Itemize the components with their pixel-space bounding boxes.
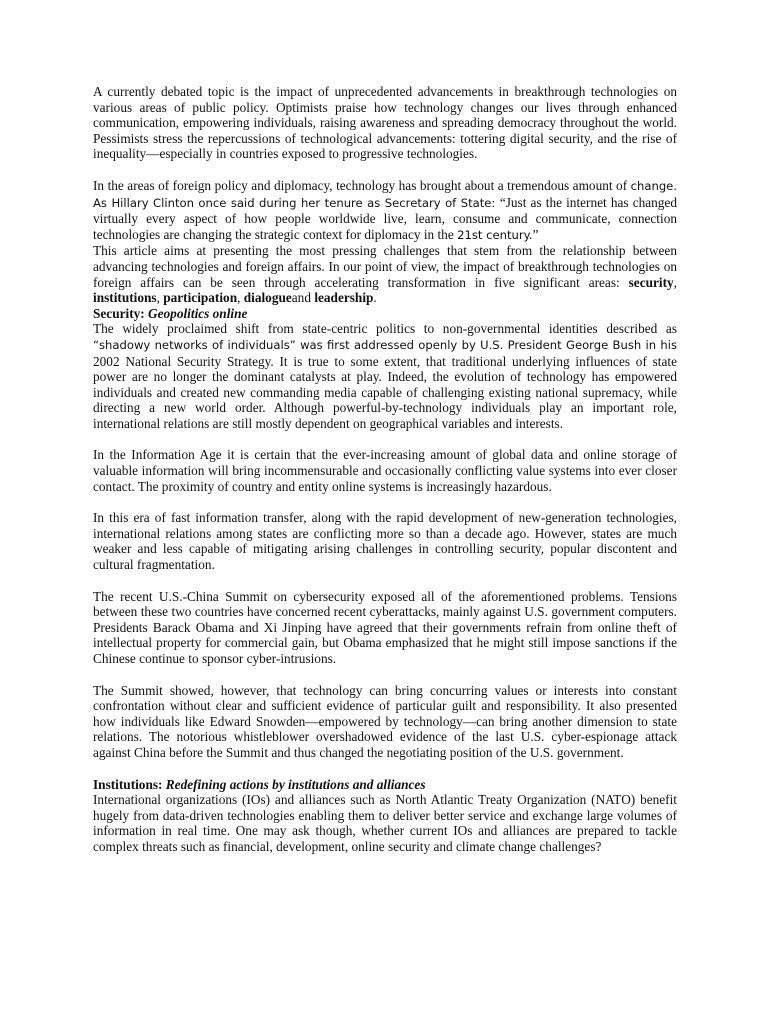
text-run: 2002 National Security Strategy. It is true to some extent, that traditional underlying influences of state power are no longer the dominant catalysts at play. Indeed, the evolution of technology has empowered individuals and created new commanding media capable of challenging existing national supremacy, while directing a new world order. Although powerful-by-technology individuals play an important role, international relations are still mostly dependent on geographical variables and interests. — [93, 353, 677, 431]
text-run: In the areas of foreign policy and diplomacy, technology has brought about a tremendous amount of — [93, 177, 631, 193]
and-word: and — [291, 290, 311, 306]
security-heading-label: Security: — [93, 305, 145, 321]
article-aims-paragraph — [93, 243, 677, 305]
text-run: The widely proclaimed shift from state-centric politics to non-governmental identities described as — [93, 321, 677, 337]
keyword-institutions: institutions — [93, 290, 157, 306]
keyword-leadership: leadership — [314, 290, 374, 306]
institutions-heading-label: Institutions: — [93, 776, 163, 792]
clinton-quote: “Just as the internet has changed virtually every aspect of how people worldwide live, learn, consume and communicate, connection technologies are changing the strategic context for diplomacy in the — [93, 194, 677, 242]
keyword-security: security — [628, 274, 674, 290]
keyword-participation: participation — [163, 290, 238, 306]
diplomacy-paragraph — [93, 178, 677, 243]
security-heading — [93, 306, 677, 322]
text-run: “shadowy networks of individuals” was first addressed openly by U.S. President George Bush in his — [93, 337, 677, 352]
security-paragraph-4: The recent U.S.-China Summit on cybersecurity exposed all of the aforementioned problems. Tensions between these two countries have concerned recent cyberattacks, mainly against U.S. government computers. Presidents Barack Obama and Xi Jinping have agreed that their governments refrain from online theft of intellectual property for commercial gain, but Obama emphasized that he might still impose sanctions if the Chinese continue to sponsor cyber-intrusions. — [93, 588, 677, 666]
separator: , — [237, 290, 244, 306]
institutions-paragraph-1: International organizations (IOs) and alliances such as North Atlantic Treaty Organization (NATO) benefit hugely from data-driven technologies enabling them to deliver better service and exchange large volumes of information in real time. One may ask though, whether current IOs and alliances are prepared to tackle complex threats such as financial, development, online security and climate change challenges? — [93, 792, 677, 854]
text-run: This article aims at presenting the most pressing challenges that stem from the relationship between advancing technologies and foreign affairs. In our point of view, the impact of breakthrough technologies on foreign affairs can be seen through accelerating transformation in five significant areas: — [93, 243, 677, 290]
period: . — [373, 290, 377, 306]
keyword-dialogue: dialogue — [243, 290, 292, 306]
separator: , — [156, 290, 164, 306]
security-paragraph-1 — [93, 321, 677, 431]
security-paragraph-3: In this era of fast information transfer, along with the rapid development of new-generation technologies, international relations among states are conflicting more so than a decade ago. However, states are much weaker and less capable of mitigating arising challenges in controlling security, popular discontent and cultural fragmentation. — [93, 510, 677, 573]
separator: , — [673, 274, 677, 290]
institutions-heading — [93, 777, 677, 793]
security-paragraph-2: In the Information Age it is certain that the ever-increasing amount of global data and online storage of valuable information will bring incommensurable and occasionally conflicting value systems into ever closer contact. The proximity of country and entity online systems is increasingly hazardous. — [93, 447, 677, 494]
text-run: ” — [532, 226, 539, 242]
security-paragraph-5: The Summit showed, however, that technology can bring concurring values or interests into constant confrontation without clear and sufficient evidence of particular guilt and responsibility. It also presented how individuals like Edward Snowden—empowered by technology—can bring another dimension to state relations. The notorious whistleblower overshadowed evidence of the last U.S. cyber-espionage attack against China before the Summit and thus changed the negotiating position of the U.S. government. — [93, 682, 677, 760]
text-run: change. As Hillary Clinton once said during her tenure as Secretary of State: — [93, 178, 677, 210]
text-run: 21st century. — [457, 227, 533, 242]
institutions-subheading: Redefining actions by institutions and alliances — [165, 776, 426, 792]
intro-paragraph: A currently debated topic is the impact of unprecedented advancements in breakthrough technologies on various areas of public policy. Optimists praise how technology changes our lives through enhanced communication, empowering individuals, raising awareness and spreading democracy throughout the world. Pessimists stress the repercussions of technological advancements: tottering digital security, and the rise of inequality—especially in countries exposed to progressive technologies. — [93, 84, 677, 162]
security-subheading: Geopolitics online — [148, 305, 248, 321]
